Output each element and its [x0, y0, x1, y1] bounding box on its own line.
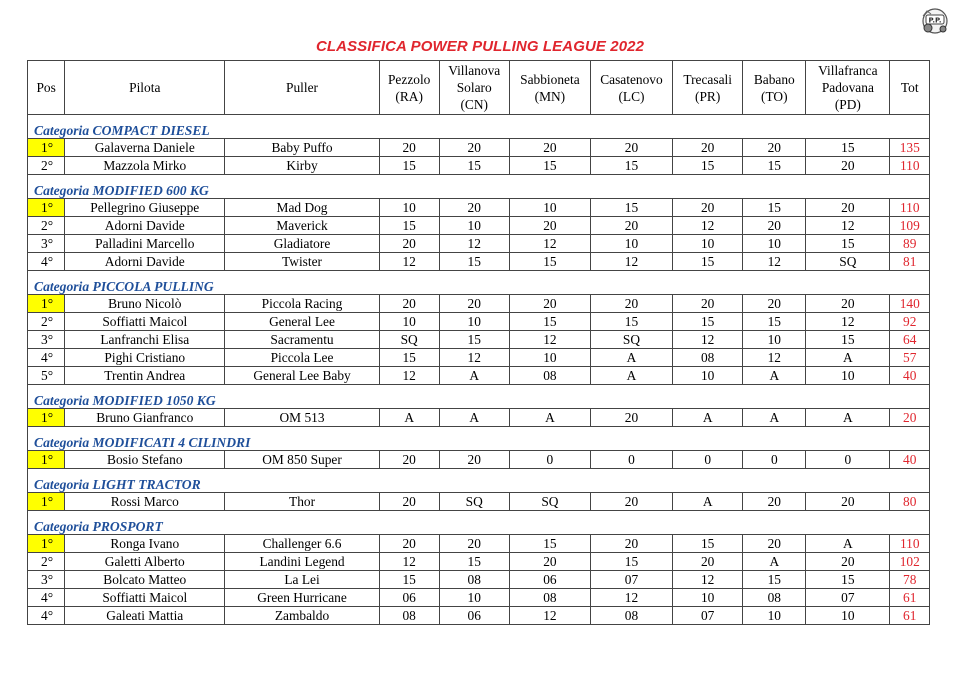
score-cell: 10: [439, 313, 509, 331]
score-cell: 20: [673, 139, 743, 157]
category-row: [28, 427, 930, 451]
puller-cell: Twister: [225, 253, 380, 271]
header-row: [28, 61, 930, 115]
position-cell: 1°: [28, 493, 65, 511]
column-header: Sabbioneta (MN): [509, 61, 590, 115]
score-cell: 12: [673, 217, 743, 235]
position-cell: 3°: [28, 571, 65, 589]
pilot-cell: Pellegrino Giuseppe: [65, 199, 225, 217]
score-cell: 20: [806, 199, 890, 217]
total-cell: 61: [890, 589, 930, 607]
puller-cell: OM 850 Super: [225, 451, 380, 469]
column-header: Villafranca Padovana (PD): [806, 61, 890, 115]
score-cell: 12: [509, 607, 590, 625]
score-cell: A: [439, 367, 509, 385]
total-cell: 109: [890, 217, 930, 235]
column-header: Babano (TO): [743, 61, 806, 115]
score-cell: 15: [379, 349, 439, 367]
total-cell: 102: [890, 553, 930, 571]
score-cell: 20: [673, 553, 743, 571]
score-cell: 12: [509, 235, 590, 253]
score-cell: 20: [439, 139, 509, 157]
puller-cell: Green Hurricane: [225, 589, 380, 607]
score-cell: 15: [806, 139, 890, 157]
score-cell: 15: [806, 571, 890, 589]
score-cell: 0: [509, 451, 590, 469]
score-cell: 06: [509, 571, 590, 589]
position-cell: 2°: [28, 313, 65, 331]
puller-cell: OM 513: [225, 409, 380, 427]
pilot-cell: Adorni Davide: [65, 217, 225, 235]
pilot-cell: Galaverna Daniele: [65, 139, 225, 157]
score-cell: 08: [590, 607, 672, 625]
score-cell: 20: [806, 553, 890, 571]
table-row: [28, 409, 930, 427]
pilot-cell: Trentin Andrea: [65, 367, 225, 385]
total-cell: 20: [890, 409, 930, 427]
puller-cell: Kirby: [225, 157, 380, 175]
column-header: Casatenovo (LC): [590, 61, 672, 115]
table-row: [28, 235, 930, 253]
total-cell: 81: [890, 253, 930, 271]
score-cell: 15: [590, 553, 672, 571]
score-cell: 08: [509, 367, 590, 385]
score-cell: 08: [439, 571, 509, 589]
score-cell: A: [590, 349, 672, 367]
score-cell: 20: [379, 451, 439, 469]
position-cell: 2°: [28, 217, 65, 235]
score-cell: 15: [673, 535, 743, 553]
score-cell: 10: [439, 589, 509, 607]
table-row: [28, 157, 930, 175]
score-cell: 15: [379, 217, 439, 235]
position-cell: 1°: [28, 409, 65, 427]
score-cell: 15: [806, 331, 890, 349]
score-cell: 15: [379, 571, 439, 589]
score-cell: 15: [743, 571, 806, 589]
score-cell: 12: [590, 253, 672, 271]
score-cell: 15: [509, 157, 590, 175]
puller-cell: Piccola Lee: [225, 349, 380, 367]
score-cell: 20: [379, 295, 439, 313]
position-cell: 1°: [28, 139, 65, 157]
score-cell: 20: [379, 139, 439, 157]
score-cell: 08: [509, 589, 590, 607]
pilot-cell: Ronga Ivano: [65, 535, 225, 553]
position-cell: 4°: [28, 589, 65, 607]
score-cell: 06: [379, 589, 439, 607]
position-cell: 1°: [28, 535, 65, 553]
position-cell: 3°: [28, 331, 65, 349]
score-cell: 20: [590, 535, 672, 553]
score-cell: 0: [673, 451, 743, 469]
pilot-cell: Soffiatti Maicol: [65, 589, 225, 607]
pilot-cell: Pighi Cristiano: [65, 349, 225, 367]
category-row: [28, 469, 930, 493]
score-cell: 10: [806, 607, 890, 625]
score-cell: 15: [590, 199, 672, 217]
category-row: [28, 271, 930, 295]
score-cell: 20: [806, 157, 890, 175]
pilot-cell: Galetti Alberto: [65, 553, 225, 571]
score-cell: A: [439, 409, 509, 427]
svg-text:P.P.: P.P.: [928, 16, 942, 25]
total-cell: 89: [890, 235, 930, 253]
table-row: [28, 295, 930, 313]
score-cell: 10: [673, 367, 743, 385]
score-cell: 15: [673, 157, 743, 175]
column-header: Pos: [28, 61, 65, 115]
score-cell: 15: [743, 199, 806, 217]
score-cell: 12: [379, 253, 439, 271]
score-cell: 12: [509, 331, 590, 349]
score-cell: 15: [806, 235, 890, 253]
total-cell: 110: [890, 199, 930, 217]
score-cell: 20: [590, 493, 672, 511]
category-title: Categoria PICCOLA PULLING: [28, 271, 930, 295]
pilot-cell: Bruno Gianfranco: [65, 409, 225, 427]
pilot-cell: Galeati Mattia: [65, 607, 225, 625]
total-cell: 80: [890, 493, 930, 511]
score-cell: 07: [806, 589, 890, 607]
pilot-cell: Adorni Davide: [65, 253, 225, 271]
column-header: Trecasali (PR): [673, 61, 743, 115]
table-row: [28, 331, 930, 349]
score-cell: 15: [379, 157, 439, 175]
score-cell: 10: [509, 199, 590, 217]
score-cell: 20: [673, 199, 743, 217]
puller-cell: Landini Legend: [225, 553, 380, 571]
total-cell: 78: [890, 571, 930, 589]
category-title: Categoria COMPACT DIESEL: [28, 115, 930, 139]
score-cell: 20: [439, 535, 509, 553]
score-cell: 12: [806, 313, 890, 331]
table-row: [28, 493, 930, 511]
pilot-cell: Rossi Marco: [65, 493, 225, 511]
column-header: Pilota: [65, 61, 225, 115]
score-cell: 15: [439, 157, 509, 175]
score-cell: A: [509, 409, 590, 427]
table-row: [28, 535, 930, 553]
score-cell: A: [673, 493, 743, 511]
pilot-cell: Mazzola Mirko: [65, 157, 225, 175]
score-cell: 10: [439, 217, 509, 235]
puller-cell: Baby Puffo: [225, 139, 380, 157]
category-row: [28, 511, 930, 535]
score-cell: 0: [743, 451, 806, 469]
score-cell: 15: [590, 157, 672, 175]
score-cell: 12: [439, 235, 509, 253]
score-cell: 12: [673, 571, 743, 589]
table-row: [28, 553, 930, 571]
position-cell: 4°: [28, 607, 65, 625]
score-cell: A: [806, 535, 890, 553]
pilot-cell: Bolcato Matteo: [65, 571, 225, 589]
column-header: Tot: [890, 61, 930, 115]
pilot-cell: Soffiatti Maicol: [65, 313, 225, 331]
score-cell: 12: [439, 349, 509, 367]
score-cell: 15: [673, 253, 743, 271]
score-cell: 15: [509, 313, 590, 331]
category-row: [28, 385, 930, 409]
score-cell: 15: [673, 313, 743, 331]
score-cell: 12: [379, 553, 439, 571]
score-cell: 20: [439, 451, 509, 469]
total-cell: 135: [890, 139, 930, 157]
total-cell: 64: [890, 331, 930, 349]
score-cell: A: [806, 409, 890, 427]
score-cell: 15: [743, 157, 806, 175]
score-cell: 10: [379, 313, 439, 331]
score-cell: 0: [590, 451, 672, 469]
score-cell: 10: [673, 235, 743, 253]
score-cell: 08: [743, 589, 806, 607]
score-cell: 08: [379, 607, 439, 625]
score-cell: 20: [743, 139, 806, 157]
puller-cell: General Lee Baby: [225, 367, 380, 385]
score-cell: 07: [590, 571, 672, 589]
total-cell: 61: [890, 607, 930, 625]
category-title: Categoria MODIFIED 600 KG: [28, 175, 930, 199]
puller-cell: Gladiatore: [225, 235, 380, 253]
column-header: Villanova Solaro (CN): [439, 61, 509, 115]
tractor-pulling-logo-icon: [918, 6, 952, 36]
category-title: Categoria LIGHT TRACTOR: [28, 469, 930, 493]
score-cell: 10: [743, 607, 806, 625]
position-cell: 2°: [28, 553, 65, 571]
table-row: [28, 313, 930, 331]
puller-cell: La Lei: [225, 571, 380, 589]
table-row: [28, 253, 930, 271]
position-cell: 5°: [28, 367, 65, 385]
score-cell: 08: [673, 349, 743, 367]
score-cell: SQ: [509, 493, 590, 511]
score-cell: 20: [743, 217, 806, 235]
total-cell: 140: [890, 295, 930, 313]
score-cell: 0: [806, 451, 890, 469]
score-cell: 10: [590, 235, 672, 253]
score-cell: A: [806, 349, 890, 367]
score-cell: 06: [439, 607, 509, 625]
standings-table: [27, 60, 930, 625]
score-cell: 10: [379, 199, 439, 217]
score-cell: 20: [590, 295, 672, 313]
table-row: [28, 367, 930, 385]
pilot-cell: Lanfranchi Elisa: [65, 331, 225, 349]
score-cell: 15: [439, 553, 509, 571]
score-cell: 12: [379, 367, 439, 385]
column-header: Pezzolo (RA): [379, 61, 439, 115]
table-row: [28, 199, 930, 217]
total-cell: 40: [890, 367, 930, 385]
page-title: CLASSIFICA POWER PULLING LEAGUE 2022: [315, 38, 645, 55]
score-cell: A: [743, 409, 806, 427]
score-cell: 12: [743, 349, 806, 367]
score-cell: 20: [743, 493, 806, 511]
position-cell: 3°: [28, 235, 65, 253]
score-cell: 15: [509, 535, 590, 553]
score-cell: 15: [509, 253, 590, 271]
position-cell: 2°: [28, 157, 65, 175]
puller-cell: Piccola Racing: [225, 295, 380, 313]
score-cell: 12: [590, 589, 672, 607]
table-row: [28, 589, 930, 607]
score-cell: 10: [509, 349, 590, 367]
score-cell: 20: [806, 295, 890, 313]
score-cell: 15: [590, 313, 672, 331]
score-cell: 20: [509, 295, 590, 313]
position-cell: 1°: [28, 199, 65, 217]
column-header: Puller: [225, 61, 380, 115]
score-cell: 20: [439, 199, 509, 217]
score-cell: 20: [379, 235, 439, 253]
puller-cell: Zambaldo: [225, 607, 380, 625]
score-cell: SQ: [806, 253, 890, 271]
pilot-cell: Bosio Stefano: [65, 451, 225, 469]
score-cell: 15: [439, 331, 509, 349]
position-cell: 4°: [28, 349, 65, 367]
puller-cell: Sacramentu: [225, 331, 380, 349]
puller-cell: General Lee: [225, 313, 380, 331]
puller-cell: Maverick: [225, 217, 380, 235]
score-cell: A: [743, 553, 806, 571]
score-cell: 20: [590, 139, 672, 157]
score-cell: 20: [379, 535, 439, 553]
score-cell: 15: [743, 313, 806, 331]
position-cell: 1°: [28, 451, 65, 469]
score-cell: A: [743, 367, 806, 385]
pilot-cell: Bruno Nicolò: [65, 295, 225, 313]
score-cell: 20: [673, 295, 743, 313]
score-cell: 20: [590, 409, 672, 427]
puller-cell: Challenger 6.6: [225, 535, 380, 553]
table-row: [28, 139, 930, 157]
total-cell: 40: [890, 451, 930, 469]
score-cell: 20: [590, 217, 672, 235]
total-cell: 57: [890, 349, 930, 367]
score-cell: 12: [806, 217, 890, 235]
score-cell: 10: [806, 367, 890, 385]
category-row: [28, 115, 930, 139]
score-cell: 07: [673, 607, 743, 625]
score-cell: 10: [743, 331, 806, 349]
score-cell: 10: [743, 235, 806, 253]
category-title: Categoria MODIFICATI 4 CILINDRI: [28, 427, 930, 451]
total-cell: 92: [890, 313, 930, 331]
score-cell: A: [590, 367, 672, 385]
pilot-cell: Palladini Marcello: [65, 235, 225, 253]
score-cell: 10: [673, 589, 743, 607]
table-row: [28, 349, 930, 367]
score-cell: A: [379, 409, 439, 427]
score-cell: SQ: [590, 331, 672, 349]
table-row: [28, 217, 930, 235]
table-row: [28, 607, 930, 625]
table-row: [28, 571, 930, 589]
total-cell: 110: [890, 535, 930, 553]
score-cell: 20: [509, 217, 590, 235]
score-cell: 15: [439, 253, 509, 271]
total-cell: 110: [890, 157, 930, 175]
category-title: Categoria MODIFIED 1050 KG: [28, 385, 930, 409]
score-cell: 20: [379, 493, 439, 511]
category-title: Categoria PROSPORT: [28, 511, 930, 535]
score-cell: 12: [673, 331, 743, 349]
score-cell: 20: [743, 295, 806, 313]
puller-cell: Thor: [225, 493, 380, 511]
score-cell: 20: [509, 553, 590, 571]
score-cell: 20: [509, 139, 590, 157]
category-row: [28, 175, 930, 199]
puller-cell: Mad Dog: [225, 199, 380, 217]
score-cell: SQ: [439, 493, 509, 511]
score-cell: 20: [743, 535, 806, 553]
table-header: [28, 61, 930, 115]
position-cell: 1°: [28, 295, 65, 313]
score-cell: 12: [743, 253, 806, 271]
table-row: [28, 451, 930, 469]
score-cell: A: [673, 409, 743, 427]
score-cell: 20: [806, 493, 890, 511]
score-cell: 20: [439, 295, 509, 313]
score-cell: SQ: [379, 331, 439, 349]
position-cell: 4°: [28, 253, 65, 271]
